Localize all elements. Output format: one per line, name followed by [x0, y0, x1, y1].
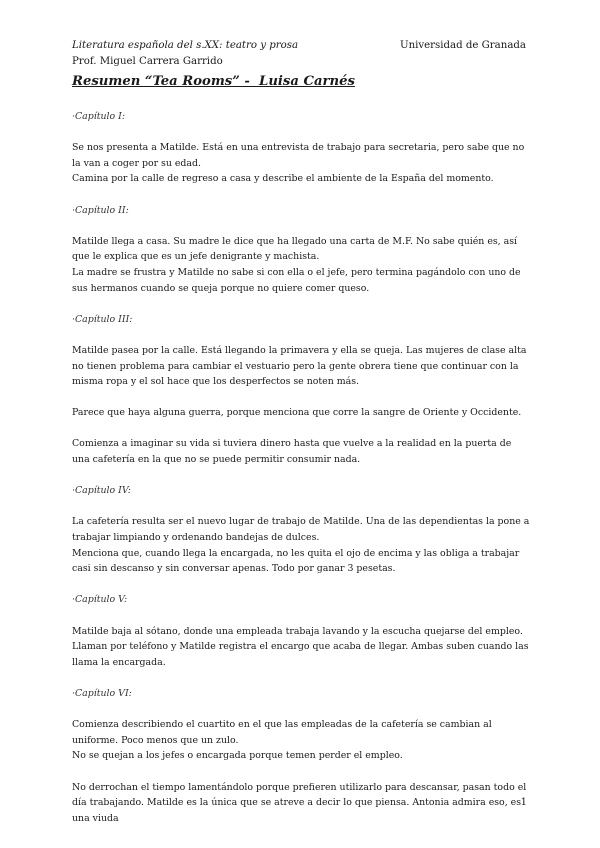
- paragraph-line: Parece que haya alguna guerra, porque menciona que corre la sangre de Oriente y Occidente.: [72, 407, 522, 419]
- chapter-heading: ·Capítulo III:: [72, 313, 133, 325]
- paragraph-line: Matilde llega a casa. Su madre le dice que ha llegado una carta de M.F. No sabe quién es, así que le explica que es un jefe denigrante y machista.: [72, 235, 518, 263]
- chapter-paragraph: [72, 717, 530, 764]
- chapter-heading: ·Capítulo IV:: [72, 485, 131, 497]
- paragraph-line: Camina por la calle de regreso a casa y describe el ambiente de la España del momento.: [72, 173, 494, 185]
- university-name: Universidad de Granada: [399, 40, 526, 51]
- paragraph-line: Comienza describiendo el cuartito en el que las empleadas de la cafetería se cambian al uniforme. Poco menos que un zulo.: [72, 719, 492, 746]
- header-left: [72, 38, 298, 70]
- document-title: Resumen “Tea Rooms” - Luisa Carnés: [72, 74, 355, 89]
- paragraph-line: Menciona que, cuando llega la encargada, no les quita el ojo de encima y las obliga a trabajar casi sin descanso y sin conversar apenas. Todo por ganar 3 pesetas.: [72, 547, 520, 575]
- chapter-paragraph: [72, 343, 530, 390]
- chapter-paragraph: [72, 436, 530, 467]
- paragraph-line: Comienza a imaginar su vida si tuviera dinero hasta que vuelve a la realidad en la puerta de una cafetería en la que no se puede permitir consumir nada.: [72, 438, 512, 466]
- paragraph-line: Se nos presenta a Matilde. Está en una entrevista de trabajo para secretaria, pero sabe que no la van a coger por su edad.: [72, 142, 525, 169]
- paragraph-line: No derrochan el tiempo lamentándolo porque prefieren utilizarlo para descansar, pasan todo el día trabajando. Matilde es la única que se atreve a decir lo que piensa. Antonia admira eso, es una viuda: [72, 781, 527, 824]
- paragraph-line: Matilde pasea por la calle. Está llegando la primavera y ella se queja. Las mujeres de clase alta no tienen problema para cambiar el vestuario pero la gente obrera tiene que continuar con la misma ropa y el sol hace que los desperfectos se noten más.: [72, 344, 527, 388]
- chapter-heading: ·Capítulo VI:: [72, 687, 132, 699]
- chapter-paragraph: [72, 405, 530, 421]
- chapter-heading: ·Capítulo V:: [72, 594, 128, 606]
- chapter-paragraph: [72, 514, 530, 576]
- course-title: Literatura española del s.XX: teatro y prosa: [72, 40, 299, 51]
- chapter-heading: ·Capítulo I:: [72, 111, 126, 122]
- paragraph-line: No se quejan a los jefes o encargada porque temen perder el empleo.: [72, 750, 403, 762]
- page-number: 1: [520, 797, 527, 808]
- chapter-heading: ·Capítulo II:: [72, 204, 129, 216]
- chapter-paragraph: [72, 624, 530, 671]
- document-body: [72, 109, 530, 842]
- paragraph-line: La cafetería resulta ser el nuevo lugar de trabajo de Matilde. Una de las dependientas la pone a trabajar limpiando y ordenando bandejas de dulces.: [72, 516, 530, 544]
- chapter-paragraph: [72, 780, 530, 827]
- chapter-paragraph: [72, 234, 530, 296]
- chapter-paragraph: [72, 140, 530, 187]
- professor-name: Prof. Miguel Carrera Garrido: [72, 56, 223, 67]
- paragraph-line: Matilde baja al sótano, donde una empleada trabaja lavando y la escucha quejarse del empleo. Llaman por teléfono y Matilde registra el encargo que acaba de llegar. Ambas suben cuando las llama la encargada.: [72, 625, 529, 668]
- paragraph-line: La madre se frustra y Matilde no sabe si con ella o el jefe, pero termina pagándolo con uno de sus hermanos cuando se queja porque no quiere comer queso.: [72, 266, 521, 294]
